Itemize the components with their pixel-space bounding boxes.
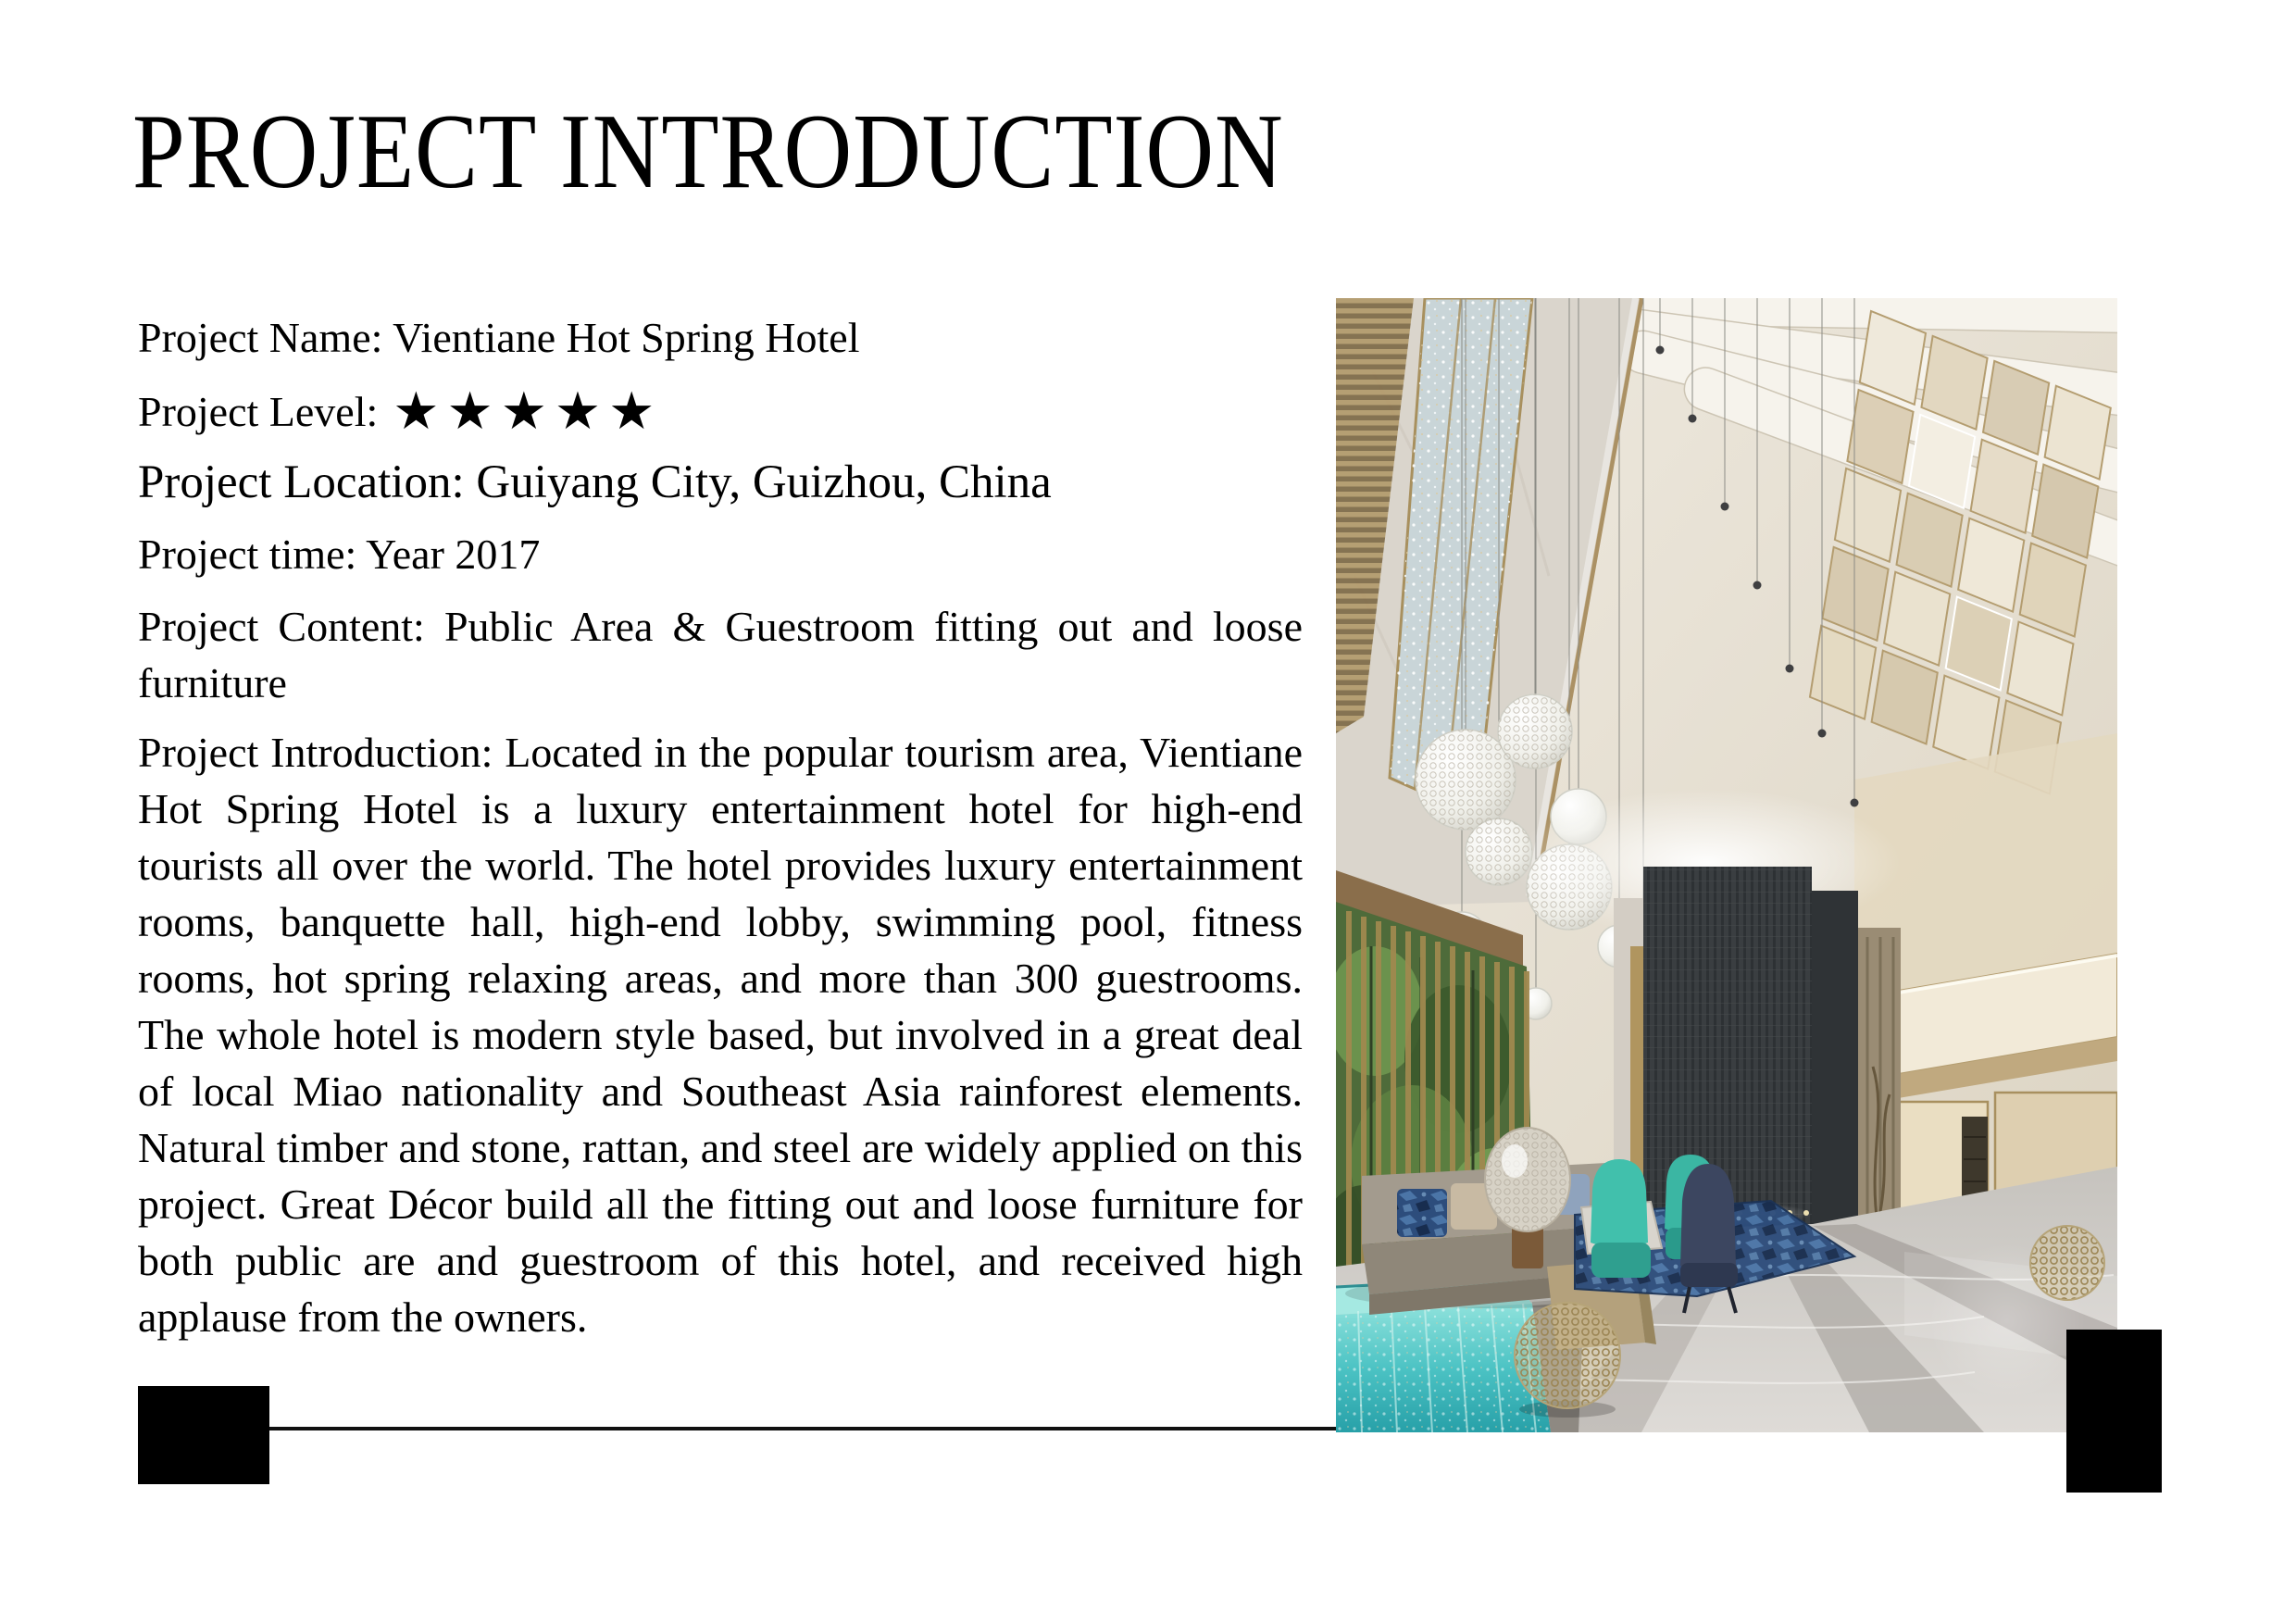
footer-black-square	[138, 1386, 269, 1484]
project-level-label: Project Level:	[138, 388, 379, 435]
project-level-line	[138, 373, 1303, 447]
project-time-line: Project time: Year 2017	[138, 531, 541, 578]
corner-black-block	[2066, 1330, 2162, 1493]
footer-rule-line	[269, 1427, 1336, 1430]
project-introduction-paragraph: Project Introduction: Located in the popular tourism area, Vientiane Hot Spring Hotel is a luxury entertainment hotel for high-end tourists all over the world. The hotel provides luxury entertainment rooms, banquette hall, high-end lobby, swimming pool, fitness rooms, hot spring relaxing areas, and more than 300 guestrooms. The whole hotel is modern style based, but involved in a great deal of local Miao nationality and Southeast Asia rainforest elements. Natural timber and stone, rattan, and steel are widely applied on this project. Great Décor build all the fitting out and loose furniture for both public are and guestroom of this hotel, and received high applause from the owners.	[138, 729, 1303, 1341]
project-name-line: Project Name: Vientiane Hot Spring Hotel	[138, 314, 860, 361]
page-title: PROJECT INTRODUCTION	[132, 93, 1284, 211]
project-location-line: Project Location: Guiyang City, Guizhou, China	[138, 456, 1052, 508]
dark-feature-wall	[1614, 867, 1901, 1231]
five-star-rating: ★★★★★	[393, 381, 663, 442]
lobby-photo-illustration	[1336, 298, 2117, 1432]
project-content-line: Project Content: Public Area & Guestroom fitting out and loose furniture	[138, 603, 1303, 706]
project-details	[138, 302, 1303, 1345]
project-photo	[1336, 298, 2117, 1432]
